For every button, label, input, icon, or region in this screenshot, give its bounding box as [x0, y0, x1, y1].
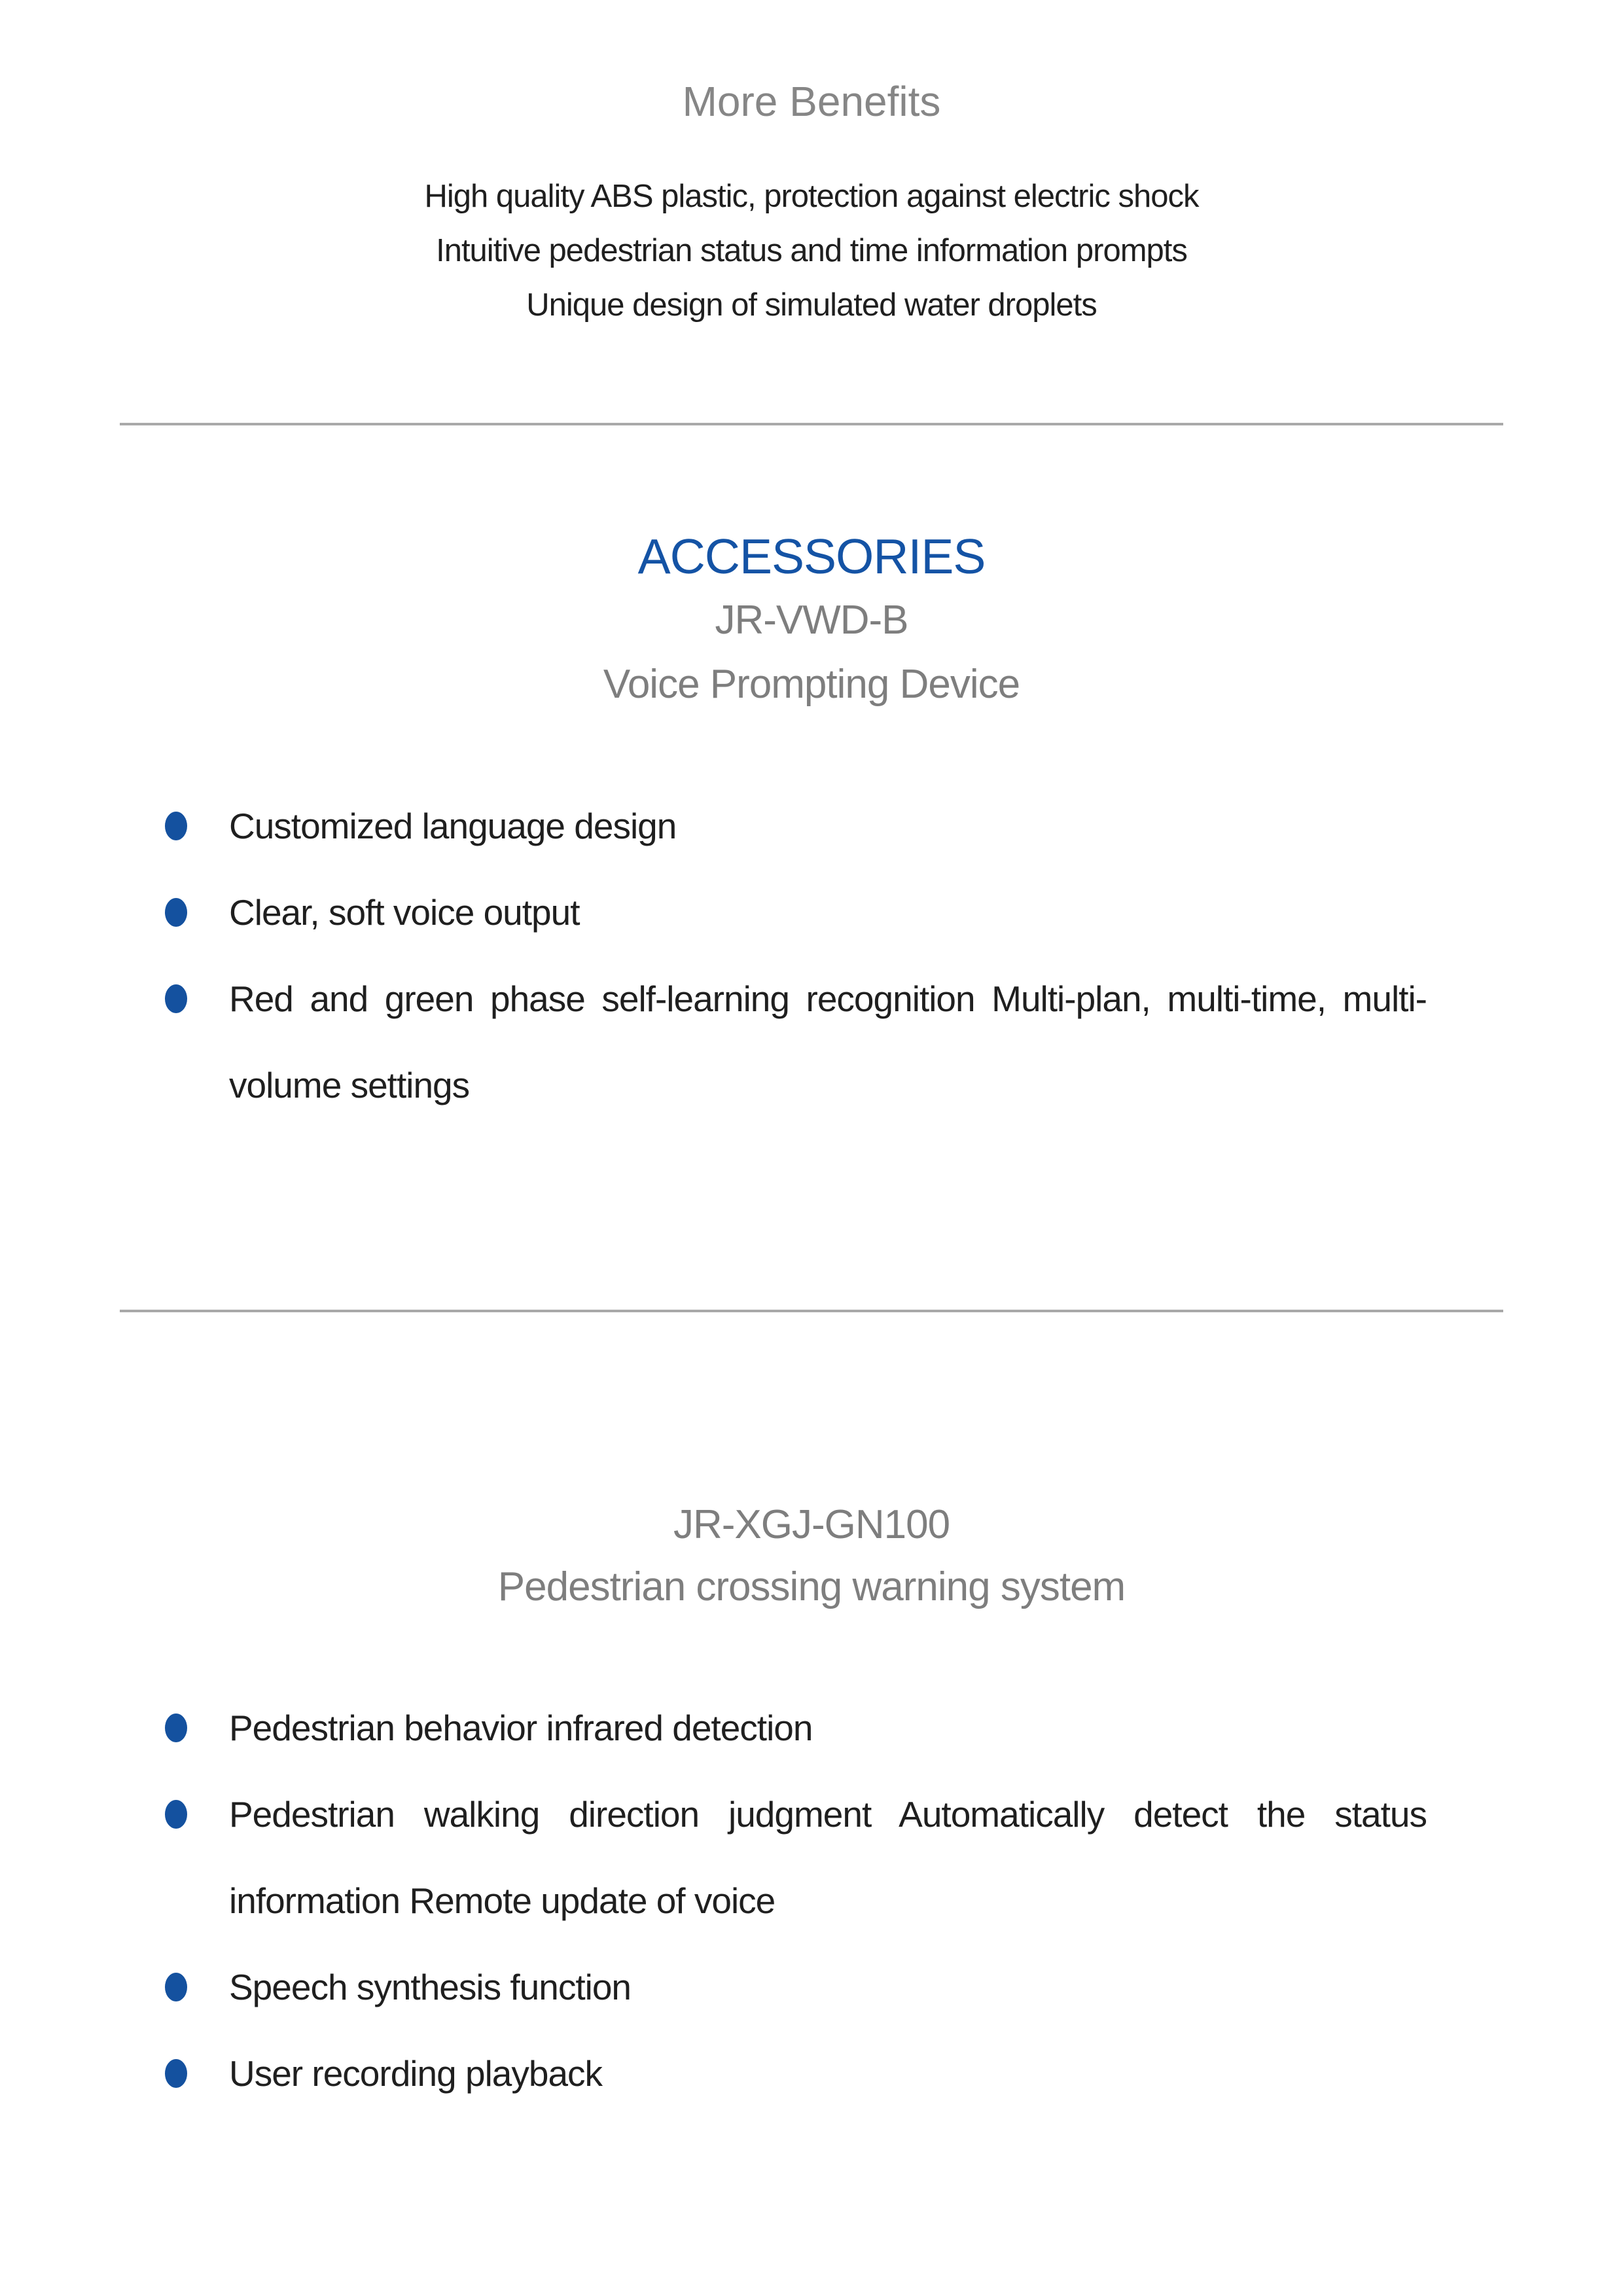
bullet-icon [165, 812, 187, 840]
feature-text: Customized language design [229, 806, 677, 846]
benefit-line: Intuitive pedestrian status and time information prompts [436, 233, 1187, 268]
list-item [229, 1771, 1427, 1944]
bullet-icon [165, 1800, 187, 1829]
section-divider [120, 423, 1503, 425]
bullet-icon [165, 1973, 187, 2001]
accessories-title: ACCESSORIES [637, 529, 986, 584]
feature-text: User recording playback [229, 2053, 603, 2094]
bullet-icon [165, 984, 187, 1013]
bullet-icon [165, 898, 187, 927]
section-divider [120, 1310, 1503, 1312]
feature-text: Red and green phase self-learning recognition Multi-plan, multi-time, multi-volume settings [229, 978, 1427, 1105]
list-item [229, 2030, 1427, 2117]
feature-text: Pedestrian walking direction judgment Automatically detect the status information Remote update of voice [229, 1794, 1427, 1921]
feature-text: Clear, soft voice output [229, 892, 580, 933]
feature-text: Pedestrian behavior infrared detection [229, 1708, 813, 1748]
benefit-line: Unique design of simulated water droplets [526, 287, 1097, 323]
list-item [229, 1685, 1427, 1771]
benefit-line: High quality ABS plastic, protection against electric shock [424, 179, 1199, 214]
list-item [229, 956, 1427, 1128]
feature-text: Speech synthesis function [229, 1967, 631, 2007]
list-item [229, 869, 1427, 956]
accessories-model-number: JR-VWD-B [715, 598, 908, 643]
more-benefits-lines [0, 170, 1623, 332]
warning-system-feature-list [229, 1685, 1427, 2117]
bullet-icon [165, 2059, 187, 2088]
bullet-icon [165, 1713, 187, 1742]
warning-system-product-name: Pedestrian crossing warning system [497, 1564, 1126, 1609]
accessories-product-name: Voice Prompting Device [603, 662, 1020, 707]
list-item [229, 1944, 1427, 2030]
accessories-feature-list [229, 783, 1427, 1128]
more-benefits-title: More Benefits [682, 78, 941, 125]
list-item [229, 783, 1427, 869]
warning-system-model-number: JR-XGJ-GN100 [673, 1502, 950, 1547]
